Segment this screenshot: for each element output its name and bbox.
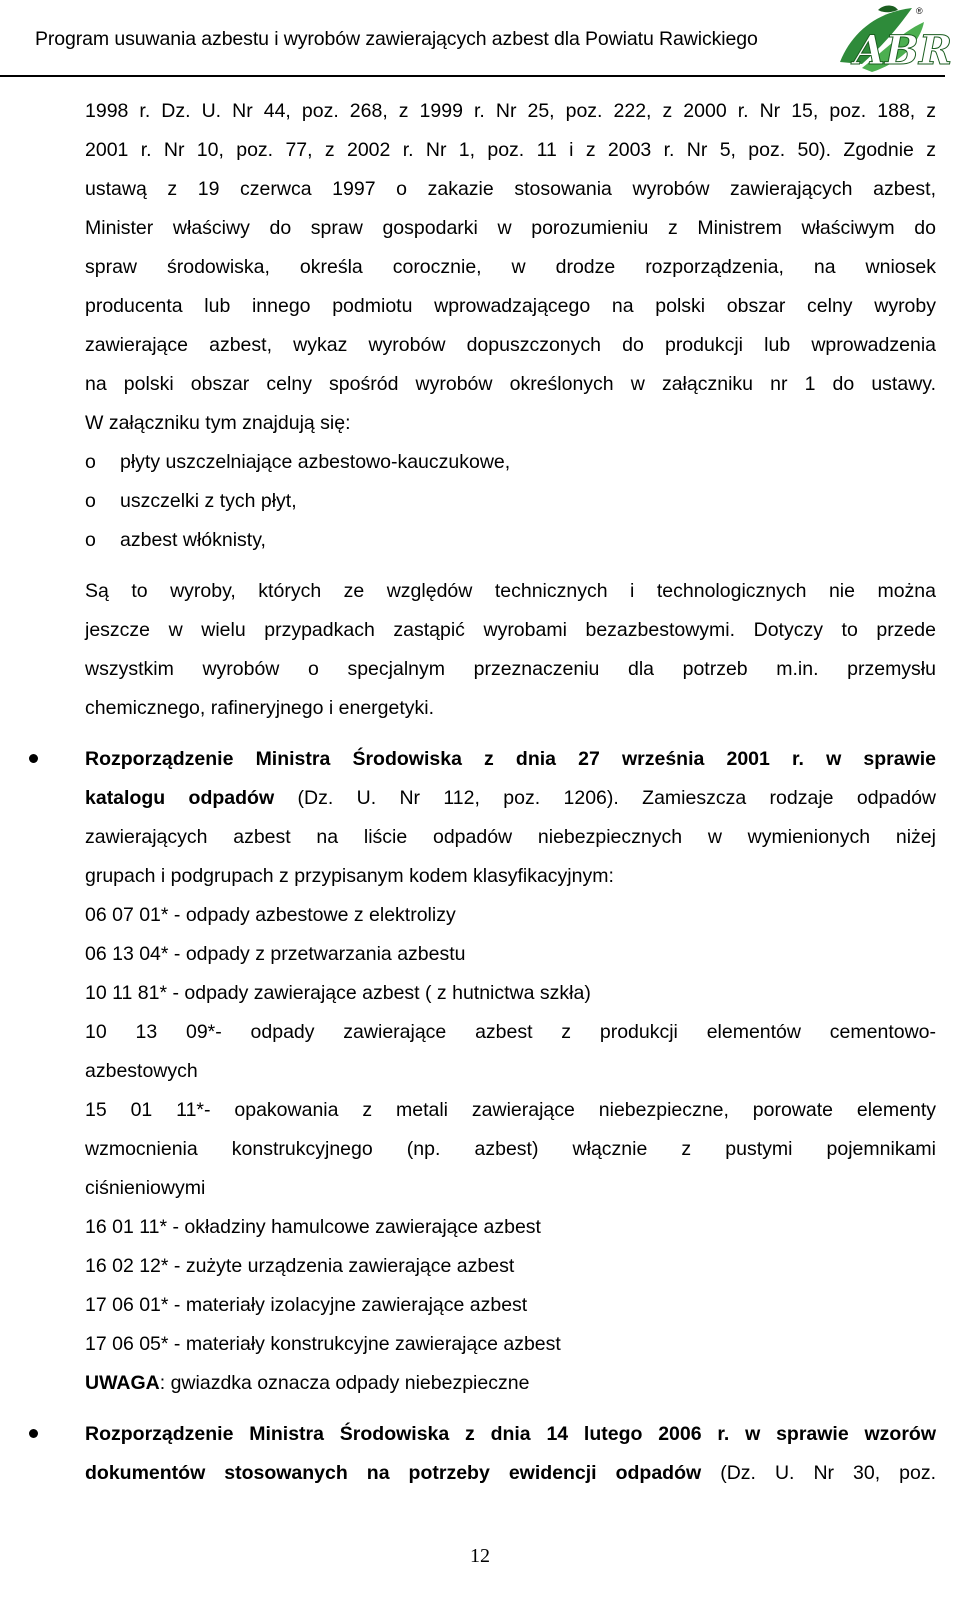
list-marker: o: [85, 490, 96, 512]
paragraph-line: na polski obszar celny spośród wyrobów określonych w załączniku nr 1 do ustawy.: [85, 373, 936, 395]
list-item: [85, 482, 936, 521]
paragraph-line: Minister właściwy do spraw gospodarki w porozumieniu z Ministrem właściwym do: [85, 217, 936, 239]
bullet-icon: [29, 1429, 38, 1438]
paragraph-line: 2001 r. Nr 10, poz. 77, z 2002 r. Nr 1, poz. 11 i z 2003 r. Nr 5, poz. 50). Zgodnie z: [85, 139, 936, 161]
note-label: UWAGA: [85, 1372, 160, 1394]
waste-code: 17 06 01* - materiały izolacyjne zawierające azbest: [85, 1294, 528, 1316]
paragraph-line: zawierających azbest na liście odpadów niebezpiecznych w wymienionych niżej: [85, 826, 936, 848]
paragraph-line: 1998 r. Dz. U. Nr 44, poz. 268, z 1999 r. Nr 25, poz. 222, z 2000 r. Nr 15, poz. 188, z: [85, 100, 936, 122]
regulation-item: [85, 740, 936, 779]
waste-code: 10 13 09*- odpady zawierające azbest z produkcji elementów cementowo-: [85, 1021, 936, 1043]
paragraph-line: dokumentów stosowanych na potrzeby ewidencji odpadów (Dz. U. Nr 30, poz.: [85, 1462, 937, 1484]
paragraph-line: Są to wyroby, których ze względów technicznych i technologicznych nie można: [85, 580, 936, 602]
list-marker: o: [85, 529, 96, 551]
waste-code: 10 11 81* - odpady zawierające azbest ( z hutnictwa szkła): [85, 982, 591, 1004]
list-item-text: płyty uszczelniające azbestowo-kauczukowe,: [120, 451, 511, 473]
regulation-title: Rozporządzenie Ministra Środowiska z dnia 14 lutego 2006 r. w sprawie wzorów: [85, 1423, 936, 1445]
paragraph-line: chemicznego, rafineryjnego i energetyki.: [85, 697, 435, 719]
paragraph-line: zawierające azbest, wykaz wyrobów dopuszczonych do produkcji lub wprowadzenia: [85, 334, 936, 356]
paragraph-line: producenta lub innego podmiotu wprowadzającego na polski obszar celny wyroby: [85, 295, 936, 317]
regulation-item: [85, 1415, 936, 1454]
paragraph-line: ustawą z 19 czerwca 1997 o zakazie stosowania wyrobów zawierających azbest,: [85, 178, 936, 200]
registered-mark: ®: [916, 6, 923, 16]
paragraph-line: spraw środowiska, określa corocznie, w drodze rozporządzenia, na wniosek: [85, 256, 936, 278]
regulation-title-cont: katalogu odpadów: [85, 787, 275, 809]
header-divider: [0, 75, 945, 77]
paragraph-line: jeszcze w wielu przypadkach zastąpić wyrobami bezazbestowymi. Dotyczy to przede: [85, 619, 936, 641]
header-title: Program usuwania azbestu i wyrobów zawierających azbest dla Powiatu Rawickiego: [35, 28, 758, 50]
regulation-title: Rozporządzenie Ministra Środowiska z dnia 27 września 2001 r. w sprawie: [85, 748, 936, 770]
document-body: [85, 92, 936, 1493]
waste-code-cont: wzmocnienia konstrukcyjnego (np. azbest) włącznie z pustymi pojemnikami: [85, 1138, 936, 1160]
waste-code: 06 07 01* - odpady azbestowe z elektrolizy: [85, 904, 456, 926]
waste-code: 16 01 11* - okładziny hamulcowe zawierające azbest: [85, 1216, 541, 1238]
paragraph-line: grupach i podgrupach z przypisanym kodem klasyfikacyjnym:: [85, 865, 614, 887]
paragraph-line: katalogu odpadów (Dz. U. Nr 112, poz. 1206). Zamieszcza rodzaje odpadów: [85, 787, 937, 809]
waste-code: 06 13 04* - odpady z przetwarzania azbestu: [85, 943, 466, 965]
waste-code: 17 06 05* - materiały konstrukcyjne zawierające azbest: [85, 1333, 561, 1355]
annex-intro: W załączniku tym znajdują się:: [85, 412, 351, 434]
waste-code-cont: azbestowych: [85, 1060, 198, 1082]
regulation-title-cont: dokumentów stosowanych na potrzeby ewidencji odpadów: [85, 1462, 702, 1484]
note-text: : gwiazdka oznacza odpady niebezpieczne: [159, 1372, 530, 1394]
list-item: [85, 443, 936, 482]
list-item: [85, 521, 936, 560]
waste-code-cont: ciśnieniowymi: [85, 1177, 206, 1199]
waste-code: 15 01 11*- opakowania z metali zawierające niebezpieczne, porowate elementy: [85, 1099, 936, 1121]
logo-text: ABR: [854, 27, 953, 74]
waste-code: 16 02 12* - zużyte urządzenia zawierające azbest: [85, 1255, 515, 1277]
bullet-icon: [29, 754, 38, 763]
list-item-text: azbest włóknisty,: [120, 529, 266, 551]
note: [85, 1364, 936, 1403]
paragraph-line: wszystkim wyrobów o specjalnym przeznaczeniu dla potrzeb m.in. przemysłu: [85, 658, 936, 680]
list-item-text: uszczelki z tych płyt,: [120, 490, 297, 512]
list-marker: o: [85, 451, 96, 473]
page-header: [0, 0, 960, 78]
page-number: 12: [470, 1545, 490, 1567]
